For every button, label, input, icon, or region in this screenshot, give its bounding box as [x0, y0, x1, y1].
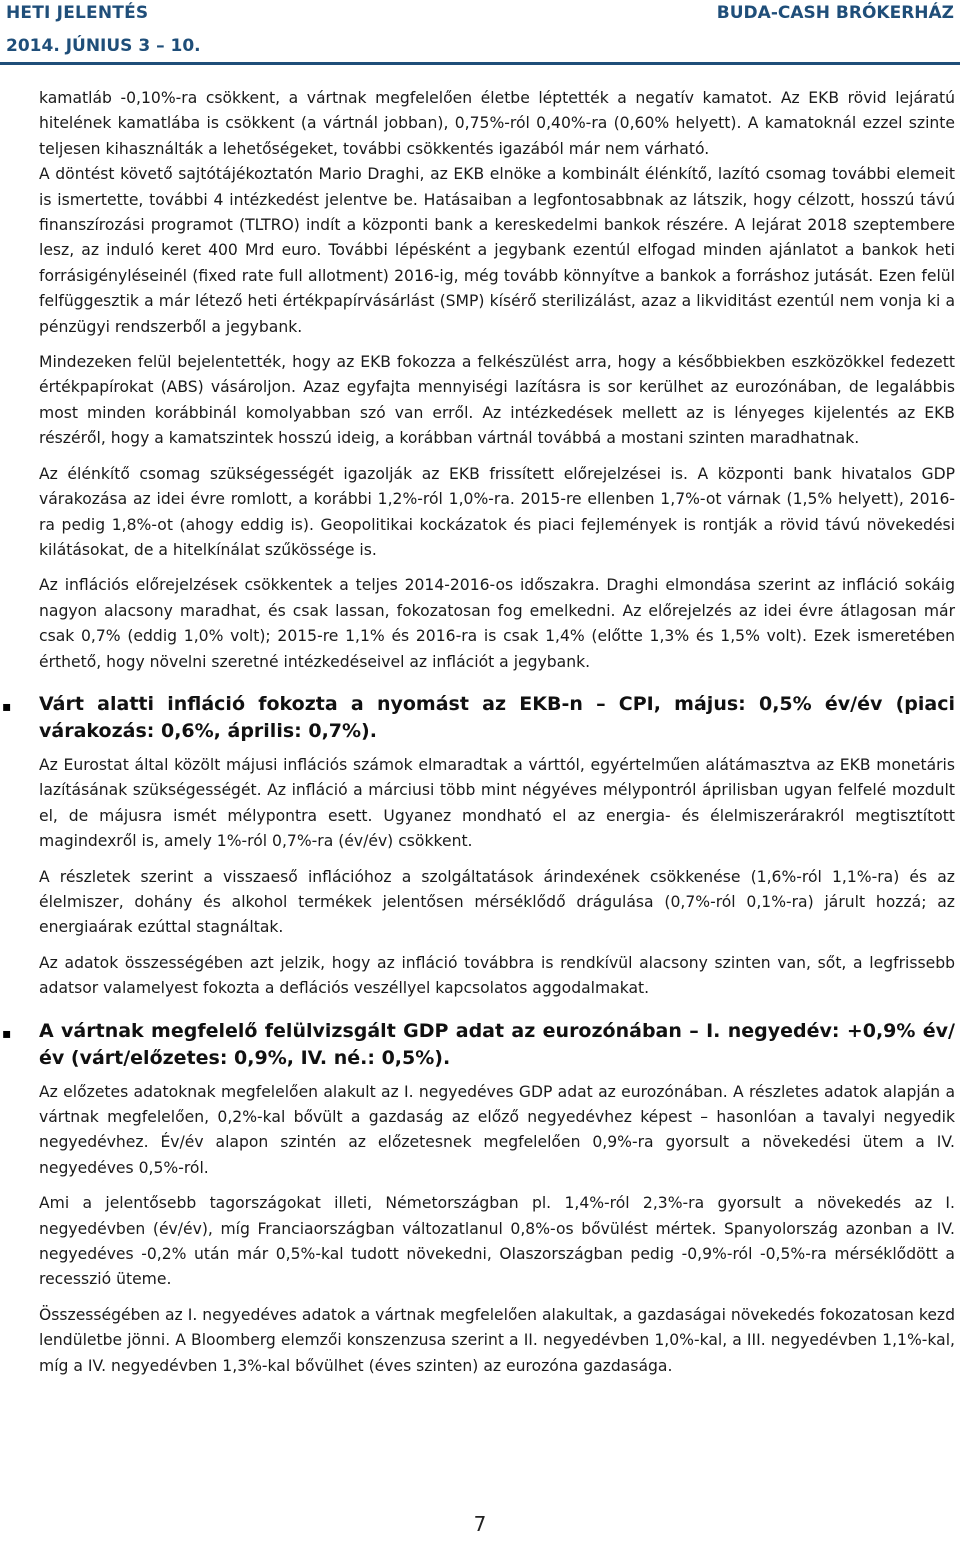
paragraph: Az élénkítő csomag szükségességét igazolják az EKB frissített előrejelzései is. A központi bank hivatalos GDP várakozása az idei évre romlott, a korábbi 1,2%-ról 1,0%-ra. 2015-re ellenben 1,7%-ot várnak (1,5% helyett), 2016-ra pedig 1,8%-ot (ahogy eddig is). Geopolitikai kockázatok és piaci fejlemények is rontják a rövid távú növekedési kilátásokat, de a hitelkínálat szűkössége is. — [39, 464, 955, 559]
paragraph: Az előzetes adatoknak megfelelően alakult az I. negyedéves GDP adat az eurozónában. A részletes adatok alapján a vártnak megfelelően, 0,2%-kal bővült a gazdaság az előző negyedévhez képest – hasonlóan a tavalyi negyedik negyedévhez. Év/év alapon szintén az előzetesnek megfelelően 0,9%-ra gyorsult a növekedési ütem a IV. negyedéves 0,5%-ról. — [39, 1082, 955, 1177]
paragraph: Az Eurostat által közölt májusi inflációs számok elmaradtak a várttól, egyértelműen alátámasztva az EKB monetáris lazításának szükségességét. Az infláció a márciusi több mint négyéves mélypontról áprilisban ugyan felfelé mozdult el, de májusra ismét mélypontra esett. Ugyanez mondható el az energia- és élelmiszerárakról megtisztított magindexről is, amely 1%-ról 0,7%-ra (év/év) csökkent. — [39, 755, 955, 851]
paragraph: Összességében az I. negyedéves adatok a vártnak megfelelően alakultak, a gazdaságai növekedés fokozatosan kezd lendületbe jönni. A Bloomberg elemzői konszenzusa szerint a II. negyedévben 1,0%-kal, a III. negyedévben 1,1%-kal, míg a IV. negyedévben 1,3%-kal bővülhet (éves szinten) az eurozóna gazdasága. — [39, 1305, 955, 1375]
paragraph: A részletek szerint a visszaeső inflációhoz a szolgáltatások árindexének csökkenése (1,6%-ról 1,1%-ra) és az élelmiszer, dohány és alkohol termékek jelentősen mérséklődő drágulása (0,7%-ról 0,1%-ra) járult hozzá; az energiaárak ezúttal stagnáltak. — [39, 867, 955, 937]
page-number: 7 — [473, 1512, 487, 1536]
paragraph: A döntést követő sajtótájékoztatón Mario Draghi, az EKB elnöke a kombinált élénkítő, lazító csomag további elemeit is ismertette, további 4 intézkedést jelentve be. Hatásaiban a legfontosabbnak az látszik, hogy célzott, hosszú távú finanszírozási programot (TLTRO) indít a központi bank a kereskedelmi bankok részére. A lejárat 2018 szeptembere lesz, az induló keret 400 Mrd euro. További lépésként a jegybank ezentúl elfogad minden ajánlatot a bankok heti forrásigényléseinél (fixed rate full allotment) 2016-ig, még tovább könnyítve a bankok a forráshoz jutását. Ezen felül felfüggesztik a már létező heti értékpapírvásárlást (SMP) kísérő sterilizálást, azaz a likviditást ezentúl nem vonja ki a pénzügyi rendszerből a jegybank. — [39, 165, 955, 336]
paragraph: Az inflációs előrejelzések csökkentek a teljes 2014-2016-os időszakra. Draghi elmondása szerint az infláció sokáig nagyon alacsony maradhat, és csak lassan, fokozatosan fog emelkedni. Az előrejelzés az idei évre átlagosan már csak 0,7% (eddig 1,0% volt); 2015-re 1,1% és 2016-ra is csak 1,4% (előtte 1,3% és 1,5% volt). Ezek ismeretében érthető, hogy növelni szeretné intézkedéseivel az inflációt a jegybank. — [39, 576, 955, 671]
paragraph: kamatláb -0,10%-ra csökkent, a vártnak megfelelően életbe léptették a negatív kamatot. Az EKB rövid lejáratú hitelének kamatlába is csökkent (a vártnál jobban), 0,75%-ról 0,40%-ra (0,60% helyett). A kamatoknál ezzel szinte teljesen kihasználták a lehetőségeket, további csökkentés igazából már nem várható. — [39, 89, 955, 158]
brand-name: BUDA-CASH BRÓKERHÁZ — [716, 3, 954, 23]
report-date: 2014. JÚNIUS 3 – 10. — [6, 36, 201, 56]
paragraph: Ami a jelentősebb tagországokat illeti, Németországban pl. 1,4%-ról 2,3%-ra gyorsult a növekedés az I. negyedévben (év/év), míg Franciaországban változatlanul 0,8%-os bővülést mértek. Spanyolország azonban a IV. negyedéves -0,2% után már 0,5%-kal tudott növekedni, Olaszországban pedig -0,9%-ról -0,5%-ra mérséklődött a recesszió üteme. — [39, 1194, 955, 1289]
square-bullet-icon: ▪ — [2, 698, 12, 715]
section-heading-inflation — [2, 691, 955, 745]
section-title: A vártnak megfelelő felülvizsgált GDP adat az eurozónában – I. negyedév: +0,9% év/év (várt/előzetes: 0,9%, IV. né.: 0,5%). — [39, 1019, 955, 1069]
square-bullet-icon: ▪ — [2, 1025, 12, 1042]
report-title: HETI JELENTÉS — [6, 3, 149, 23]
section-heading-gdp — [2, 1018, 955, 1072]
page-header — [0, 0, 960, 66]
section-title: Várt alatti infláció fokozta a nyomást az EKB-n – CPI, május: 0,5% év/év (piaci várakozás: 0,6%, április: 0,7%). — [39, 692, 955, 742]
article-body — [2, 86, 955, 1389]
header-rule — [0, 62, 960, 65]
paragraph: Az adatok összességében azt jelzik, hogy az infláció továbbra is rendkívül alacsony szinten van, sőt, a legfrissebb adatsor valamelyest fokozta a deflációs veszéllyel kapcsolatos aggodalmakat. — [39, 953, 955, 998]
paragraph: Mindezeken felül bejelentették, hogy az EKB fokozza a felkészülést arra, hogy a későbbiekben eszközökkel fedezett értékpapírokat (ABS) vásároljon. Azaz egyfajta mennyiségi lazításra is sor kerülhet az eurozónában, de legalábbis most minden korábbinál komolyabban szó van erről. Az intézkedések mellett az is lényeges kijelentés az EKB részéről, hogy a kamatszintek hosszú ideig, a korábban vártnál továbbá a mostani szinten maradhatnak. — [39, 353, 955, 448]
